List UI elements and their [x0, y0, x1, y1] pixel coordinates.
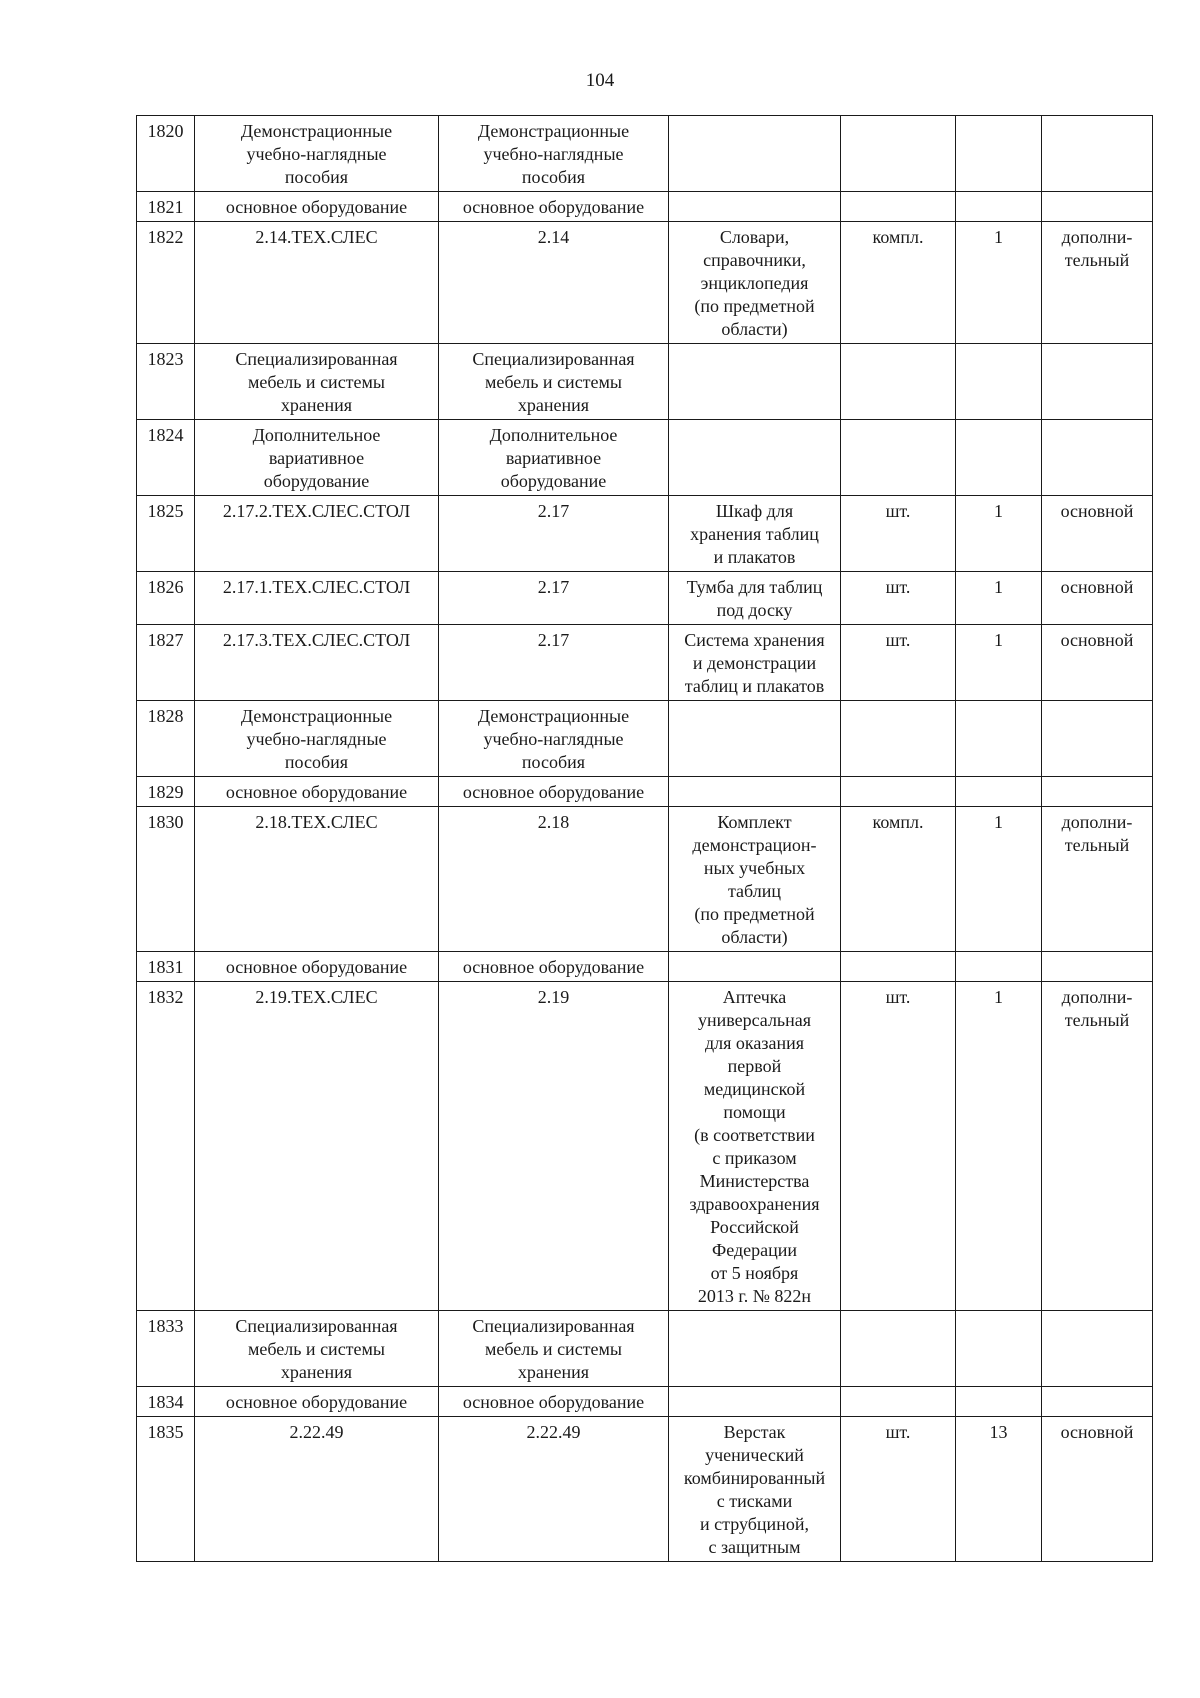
- equipment-type-cell: [1042, 1387, 1153, 1417]
- equipment-type-cell: [1042, 952, 1153, 982]
- group-cell: Специализированная мебель и системы хранения: [439, 1311, 669, 1387]
- quantity-cell: [956, 344, 1042, 420]
- unit-cell: компл.: [841, 807, 956, 952]
- unit-cell: [841, 701, 956, 777]
- quantity-cell: [956, 420, 1042, 496]
- equipment-type-cell: основной: [1042, 625, 1153, 701]
- group-cell: 2.18: [439, 807, 669, 952]
- table-row: [137, 952, 1153, 982]
- unit-cell: [841, 192, 956, 222]
- row-number-cell: 1824: [137, 420, 195, 496]
- unit-cell: [841, 420, 956, 496]
- table-row: [137, 1417, 1153, 1562]
- unit-cell: шт.: [841, 625, 956, 701]
- table-row: [137, 116, 1153, 192]
- code-cell: основное оборудование: [195, 1387, 439, 1417]
- quantity-cell: 1: [956, 222, 1042, 344]
- table-row: [137, 982, 1153, 1311]
- table-row: [137, 192, 1153, 222]
- group-cell: Специализированная мебель и системы хранения: [439, 344, 669, 420]
- unit-cell: шт.: [841, 982, 956, 1311]
- table-row: [137, 344, 1153, 420]
- row-number-cell: 1822: [137, 222, 195, 344]
- quantity-cell: 1: [956, 572, 1042, 625]
- item-name-cell: Словари, справочники, энциклопедия (по предметной области): [669, 222, 841, 344]
- table-row: [137, 777, 1153, 807]
- item-name-cell: [669, 116, 841, 192]
- row-number-cell: 1830: [137, 807, 195, 952]
- code-cell: 2.19.ТЕХ.СЛЕС: [195, 982, 439, 1311]
- group-cell: 2.17: [439, 572, 669, 625]
- row-number-cell: 1834: [137, 1387, 195, 1417]
- equipment-type-cell: дополни- тельный: [1042, 982, 1153, 1311]
- row-number-cell: 1835: [137, 1417, 195, 1562]
- code-cell: Дополнительное вариативное оборудование: [195, 420, 439, 496]
- unit-cell: [841, 116, 956, 192]
- page-number: 104: [585, 70, 615, 91]
- group-cell: 2.19: [439, 982, 669, 1311]
- item-name-cell: [669, 192, 841, 222]
- row-number-cell: 1832: [137, 982, 195, 1311]
- item-name-cell: Шкаф для хранения таблиц и плакатов: [669, 496, 841, 572]
- equipment-type-cell: основной: [1042, 496, 1153, 572]
- unit-cell: [841, 1387, 956, 1417]
- item-name-cell: [669, 1311, 841, 1387]
- group-cell: 2.17: [439, 496, 669, 572]
- table-body: [137, 116, 1153, 1562]
- table-row: [137, 1387, 1153, 1417]
- table-row: [137, 222, 1153, 344]
- code-cell: 2.14.ТЕХ.СЛЕС: [195, 222, 439, 344]
- equipment-type-cell: основной: [1042, 572, 1153, 625]
- item-name-cell: [669, 1387, 841, 1417]
- quantity-cell: [956, 952, 1042, 982]
- equipment-type-cell: [1042, 192, 1153, 222]
- group-cell: основное оборудование: [439, 1387, 669, 1417]
- code-cell: Демонстрационные учебно-наглядные пособия: [195, 701, 439, 777]
- code-cell: основное оборудование: [195, 777, 439, 807]
- table-row: [137, 807, 1153, 952]
- equipment-type-cell: основной: [1042, 1417, 1153, 1562]
- item-name-cell: [669, 344, 841, 420]
- unit-cell: компл.: [841, 222, 956, 344]
- group-cell: Демонстрационные учебно-наглядные пособия: [439, 116, 669, 192]
- item-name-cell: [669, 420, 841, 496]
- item-name-cell: [669, 952, 841, 982]
- code-cell: 2.17.2.ТЕХ.СЛЕС.СТОЛ: [195, 496, 439, 572]
- code-cell: основное оборудование: [195, 192, 439, 222]
- code-cell: Специализированная мебель и системы хранения: [195, 344, 439, 420]
- row-number-cell: 1829: [137, 777, 195, 807]
- row-number-cell: 1833: [137, 1311, 195, 1387]
- equipment-type-cell: дополни- тельный: [1042, 222, 1153, 344]
- group-cell: основное оборудование: [439, 777, 669, 807]
- group-cell: 2.14: [439, 222, 669, 344]
- equipment-type-cell: [1042, 344, 1153, 420]
- group-cell: основное оборудование: [439, 192, 669, 222]
- table-row: [137, 625, 1153, 701]
- row-number-cell: 1825: [137, 496, 195, 572]
- unit-cell: [841, 1311, 956, 1387]
- group-cell: 2.17: [439, 625, 669, 701]
- quantity-cell: [956, 116, 1042, 192]
- quantity-cell: [956, 701, 1042, 777]
- code-cell: 2.18.ТЕХ.СЛЕС: [195, 807, 439, 952]
- row-number-cell: 1820: [137, 116, 195, 192]
- quantity-cell: [956, 777, 1042, 807]
- code-cell: основное оборудование: [195, 952, 439, 982]
- unit-cell: шт.: [841, 496, 956, 572]
- equipment-type-cell: [1042, 777, 1153, 807]
- equipment-type-cell: [1042, 1311, 1153, 1387]
- group-cell: Демонстрационные учебно-наглядные пособия: [439, 701, 669, 777]
- unit-cell: шт.: [841, 1417, 956, 1562]
- row-number-cell: 1828: [137, 701, 195, 777]
- code-cell: 2.17.3.ТЕХ.СЛЕС.СТОЛ: [195, 625, 439, 701]
- quantity-cell: [956, 1387, 1042, 1417]
- code-cell: 2.22.49: [195, 1417, 439, 1562]
- group-cell: 2.22.49: [439, 1417, 669, 1562]
- quantity-cell: [956, 192, 1042, 222]
- unit-cell: шт.: [841, 572, 956, 625]
- table-row: [137, 420, 1153, 496]
- row-number-cell: 1823: [137, 344, 195, 420]
- equipment-table: [136, 115, 1153, 1562]
- item-name-cell: [669, 701, 841, 777]
- unit-cell: [841, 952, 956, 982]
- equipment-type-cell: [1042, 116, 1153, 192]
- quantity-cell: 1: [956, 807, 1042, 952]
- item-name-cell: Система хранения и демонстрации таблиц и плакатов: [669, 625, 841, 701]
- group-cell: основное оборудование: [439, 952, 669, 982]
- table-row: [137, 701, 1153, 777]
- table-row: [137, 572, 1153, 625]
- quantity-cell: 1: [956, 625, 1042, 701]
- unit-cell: [841, 344, 956, 420]
- row-number-cell: 1826: [137, 572, 195, 625]
- quantity-cell: 1: [956, 496, 1042, 572]
- quantity-cell: [956, 1311, 1042, 1387]
- equipment-type-cell: [1042, 420, 1153, 496]
- equipment-type-cell: дополни- тельный: [1042, 807, 1153, 952]
- item-name-cell: Верстак ученический комбинированный с тисками и струбциной, с защитным: [669, 1417, 841, 1562]
- item-name-cell: Аптечка универсальная для оказания первой медицинской помощи (в соответствии с приказом Министерства здравоохранения Российской Федерации от 5 ноября 2013 г. № 822н: [669, 982, 841, 1311]
- table-row: [137, 1311, 1153, 1387]
- code-cell: Демонстрационные учебно-наглядные пособия: [195, 116, 439, 192]
- code-cell: 2.17.1.ТЕХ.СЛЕС.СТОЛ: [195, 572, 439, 625]
- code-cell: Специализированная мебель и системы хранения: [195, 1311, 439, 1387]
- group-cell: Дополнительное вариативное оборудование: [439, 420, 669, 496]
- quantity-cell: 1: [956, 982, 1042, 1311]
- equipment-type-cell: [1042, 701, 1153, 777]
- row-number-cell: 1821: [137, 192, 195, 222]
- item-name-cell: Комплект демонстрацион- ных учебных таблиц (по предметной области): [669, 807, 841, 952]
- item-name-cell: [669, 777, 841, 807]
- row-number-cell: 1831: [137, 952, 195, 982]
- row-number-cell: 1827: [137, 625, 195, 701]
- quantity-cell: 13: [956, 1417, 1042, 1562]
- table-row: [137, 496, 1153, 572]
- unit-cell: [841, 777, 956, 807]
- item-name-cell: Тумба для таблиц под доску: [669, 572, 841, 625]
